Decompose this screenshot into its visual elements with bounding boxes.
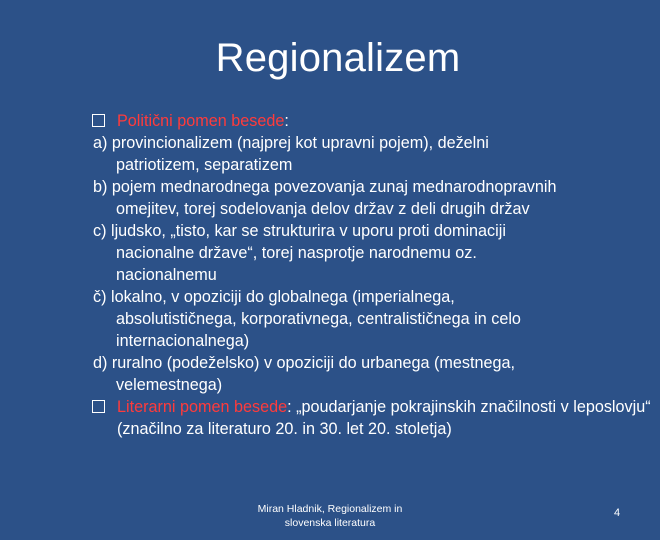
literary-meaning-label: Literarni pomen besede [117, 398, 288, 416]
square-bullet-icon [92, 400, 105, 413]
literary-meaning-text: : „poudarjanje pokrajinskih značilnosti v leposlovju“ (značilno za literaturo 20. in 30. let 20. stoletja) [117, 398, 651, 438]
list-item-c-rest: nacionalne države“, torej nasprotje narodnemu oz. nacionalnemu [116, 244, 477, 284]
list-item-a [93, 132, 653, 176]
list-item-ch-line1: č) lokalno, v opoziciji do globalnega (imperialnega, [93, 288, 455, 306]
list-item-b-line1: b) pojem mednarodnega povezovanja zunaj mednarodnopravnih [93, 178, 557, 196]
page-number: 4 [613, 507, 621, 519]
list-item-d [93, 352, 653, 396]
list-item-ch-rest: absolutističnega, korporativnega, centralističnega in celo internacionalnega) [116, 310, 521, 350]
list-item-a-rest: patriotizem, separatizem [116, 156, 293, 174]
slide-content [93, 110, 653, 440]
list-item-ch [93, 286, 653, 352]
bullet-political [92, 110, 653, 132]
list-item-c [93, 220, 653, 286]
bullet-literary [92, 396, 653, 440]
political-meaning-colon: : [284, 112, 289, 130]
list-item-c-line1: c) ljudsko, „tisto, kar se strukturira v uporu proti dominaciji [93, 222, 506, 240]
slide-title: Regionalizem [215, 36, 461, 80]
list-item-b-rest: omejitev, torej sodelovanja delov držav z deli drugih držav [116, 200, 530, 218]
list-item-d-line1: d) ruralno (podeželsko) v opoziciji do urbanega (mestnega, [93, 354, 516, 372]
list-item-a-line1: a) provincionalizem (najprej kot upravni pojem), deželni [93, 134, 489, 152]
list-item-d-rest: velemestnega) [116, 376, 223, 394]
list-item-b [93, 176, 653, 220]
slide-footer: Miran Hladnik, Regionalizem in slovenska literatura [257, 503, 403, 529]
political-meaning-label: Politični pomen besede [117, 112, 285, 130]
square-bullet-icon [92, 114, 105, 127]
